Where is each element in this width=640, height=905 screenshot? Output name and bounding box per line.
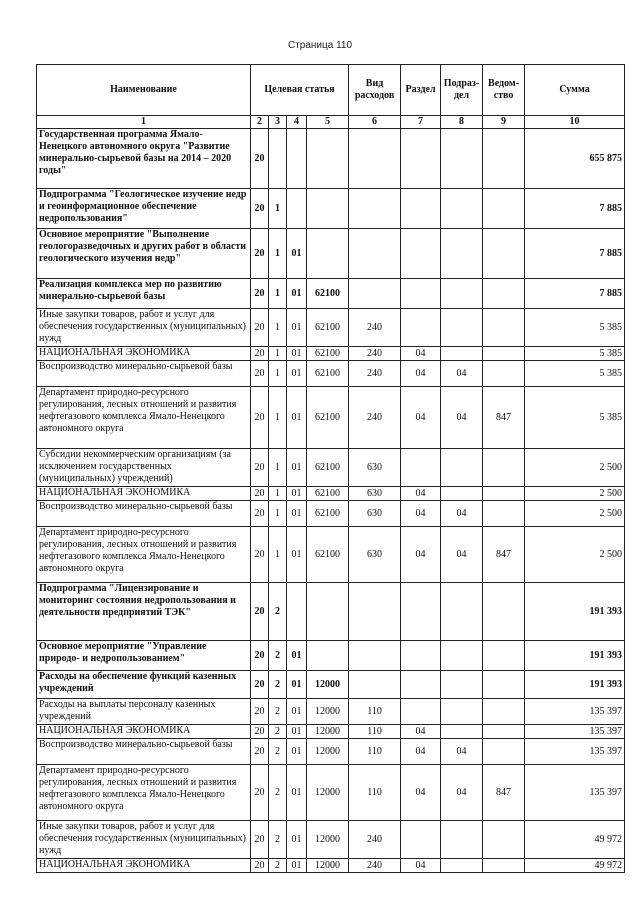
col-num: 10	[525, 116, 625, 129]
cell-c3: 1	[269, 189, 287, 229]
cell-c2: 20	[251, 527, 269, 583]
row-name: Воспроизводство минерально-сырьевой базы	[37, 361, 251, 387]
cell-c7	[401, 309, 441, 347]
cell-c5: 62100	[307, 527, 349, 583]
cell-c5: 12000	[307, 739, 349, 765]
cell-c3: 2	[269, 641, 287, 671]
col-num: 5	[307, 116, 349, 129]
cell-c5	[307, 189, 349, 229]
cell-c7	[401, 229, 441, 279]
row-name: Расходы на обеспечение функций казенных учреждений	[37, 671, 251, 699]
cell-c4: 01	[287, 347, 307, 361]
col-num: 9	[483, 116, 525, 129]
cell-c4: 01	[287, 309, 307, 347]
cell-c2: 20	[251, 725, 269, 739]
col-num: 4	[287, 116, 307, 129]
cell-c5: 62100	[307, 487, 349, 501]
cell-c4: 01	[287, 821, 307, 859]
col-num: 8	[441, 116, 483, 129]
cell-c6: 630	[349, 487, 401, 501]
cell-c2: 20	[251, 129, 269, 189]
cell-c8	[441, 449, 483, 487]
row-sum: 655 875	[525, 129, 625, 189]
row-sum: 2 500	[525, 487, 625, 501]
table-row	[37, 501, 625, 527]
cell-c6	[349, 671, 401, 699]
cell-c6	[349, 583, 401, 641]
cell-c4: 01	[287, 765, 307, 821]
cell-c3: 1	[269, 279, 287, 309]
col-num: 2	[251, 116, 269, 129]
cell-c2: 20	[251, 739, 269, 765]
cell-c6	[349, 129, 401, 189]
cell-c8	[441, 699, 483, 725]
cell-c4: 01	[287, 641, 307, 671]
cell-c9	[483, 449, 525, 487]
cell-c6: 240	[349, 387, 401, 449]
cell-c2: 20	[251, 641, 269, 671]
cell-c3: 2	[269, 821, 287, 859]
cell-c6: 240	[349, 821, 401, 859]
cell-c6	[349, 189, 401, 229]
cell-c9	[483, 189, 525, 229]
row-name: Подпрограмма "Геологическое изучение недр и геоинформационное обеспечение недропользования"	[37, 189, 251, 229]
table-row	[37, 641, 625, 671]
cell-c4: 01	[287, 859, 307, 873]
cell-c7: 04	[401, 859, 441, 873]
row-sum: 2 500	[525, 527, 625, 583]
cell-c9: 847	[483, 527, 525, 583]
cell-c9	[483, 361, 525, 387]
table-row	[37, 699, 625, 725]
cell-c3: 2	[269, 725, 287, 739]
cell-c6: 240	[349, 347, 401, 361]
cell-c3: 2	[269, 765, 287, 821]
cell-c3: 1	[269, 387, 287, 449]
col-num: 3	[269, 116, 287, 129]
cell-c9	[483, 501, 525, 527]
cell-c5	[307, 229, 349, 279]
header-target: Целевая статья	[251, 65, 349, 116]
row-sum: 7 885	[525, 189, 625, 229]
table-row	[37, 347, 625, 361]
row-name: Департамент природно-ресурсного регулирования, лесных отношений и развития нефтегазового комплекса Ямало-Ненецкого автономного округа	[37, 387, 251, 449]
cell-c2: 20	[251, 699, 269, 725]
row-sum: 7 885	[525, 279, 625, 309]
cell-c7: 04	[401, 361, 441, 387]
cell-c2: 20	[251, 279, 269, 309]
cell-c8: 04	[441, 501, 483, 527]
cell-c4	[287, 189, 307, 229]
cell-c8: 04	[441, 739, 483, 765]
cell-c2: 20	[251, 671, 269, 699]
cell-c4: 01	[287, 527, 307, 583]
cell-c2: 20	[251, 189, 269, 229]
table-row	[37, 229, 625, 279]
cell-c2: 20	[251, 361, 269, 387]
cell-c2: 20	[251, 487, 269, 501]
cell-c6: 110	[349, 765, 401, 821]
cell-c5: 12000	[307, 725, 349, 739]
table-row	[37, 821, 625, 859]
cell-c9	[483, 859, 525, 873]
cell-c7: 04	[401, 725, 441, 739]
cell-c3: 1	[269, 229, 287, 279]
cell-c7	[401, 671, 441, 699]
row-sum: 5 385	[525, 361, 625, 387]
cell-c9: 847	[483, 765, 525, 821]
cell-c4: 01	[287, 725, 307, 739]
cell-c5: 12000	[307, 859, 349, 873]
budget-table	[36, 64, 625, 873]
header-section: Раздел	[401, 65, 441, 116]
cell-c7: 04	[401, 501, 441, 527]
cell-c9	[483, 699, 525, 725]
cell-c7: 04	[401, 765, 441, 821]
row-sum: 135 397	[525, 725, 625, 739]
cell-c9	[483, 671, 525, 699]
cell-c4	[287, 583, 307, 641]
cell-c8: 04	[441, 527, 483, 583]
cell-c7: 04	[401, 347, 441, 361]
row-name: Основное мероприятие "Управление природо- и недропользованием"	[37, 641, 251, 671]
cell-c5	[307, 129, 349, 189]
cell-c4: 01	[287, 699, 307, 725]
column-number-row	[37, 116, 625, 129]
header-sum: Сумма	[525, 65, 625, 116]
cell-c7	[401, 279, 441, 309]
cell-c4: 01	[287, 387, 307, 449]
table-row	[37, 309, 625, 347]
cell-c7	[401, 129, 441, 189]
cell-c2: 20	[251, 821, 269, 859]
cell-c6	[349, 229, 401, 279]
cell-c9	[483, 129, 525, 189]
cell-c3: 1	[269, 449, 287, 487]
row-sum: 5 385	[525, 309, 625, 347]
cell-c4: 01	[287, 671, 307, 699]
cell-c4: 01	[287, 487, 307, 501]
cell-c6: 240	[349, 309, 401, 347]
cell-c7	[401, 449, 441, 487]
cell-c6	[349, 279, 401, 309]
table-row	[37, 527, 625, 583]
table-row	[37, 449, 625, 487]
cell-c3: 1	[269, 361, 287, 387]
row-name: Расходы на выплаты персоналу казенных учреждений	[37, 699, 251, 725]
row-name: НАЦИОНАЛЬНАЯ ЭКОНОМИКА	[37, 725, 251, 739]
row-name: Воспроизводство минерально-сырьевой базы	[37, 739, 251, 765]
cell-c7: 04	[401, 739, 441, 765]
header-department: Ведом-ство	[483, 65, 525, 116]
cell-c9	[483, 641, 525, 671]
cell-c7	[401, 821, 441, 859]
cell-c9	[483, 229, 525, 279]
cell-c7	[401, 189, 441, 229]
cell-c5: 62100	[307, 347, 349, 361]
cell-c3: 2	[269, 859, 287, 873]
row-sum: 191 393	[525, 583, 625, 641]
cell-c3: 1	[269, 309, 287, 347]
cell-c2: 20	[251, 229, 269, 279]
cell-c8	[441, 641, 483, 671]
cell-c5: 62100	[307, 387, 349, 449]
row-name: НАЦИОНАЛЬНАЯ ЭКОНОМИКА	[37, 347, 251, 361]
table-row	[37, 387, 625, 449]
table-row	[37, 583, 625, 641]
cell-c8: 04	[441, 361, 483, 387]
cell-c5: 62100	[307, 309, 349, 347]
cell-c6: 110	[349, 699, 401, 725]
cell-c5: 62100	[307, 449, 349, 487]
row-sum: 135 397	[525, 699, 625, 725]
cell-c5: 12000	[307, 821, 349, 859]
row-sum: 7 885	[525, 229, 625, 279]
row-sum: 2 500	[525, 501, 625, 527]
cell-c4: 01	[287, 501, 307, 527]
cell-c7: 04	[401, 527, 441, 583]
header-subsection: Подраз-дел	[441, 65, 483, 116]
row-sum: 135 397	[525, 765, 625, 821]
cell-c3	[269, 129, 287, 189]
cell-c7	[401, 641, 441, 671]
cell-c9: 847	[483, 387, 525, 449]
row-name: Иные закупки товаров, работ и услуг для обеспечения государственных (муниципальных) нужд	[37, 821, 251, 859]
row-name: Государственная программа Ямало-Ненецкого автономного округа "Развитие минерально-сырьевой базы на 2014 – 2020 годы"	[37, 129, 251, 189]
row-sum: 49 972	[525, 821, 625, 859]
cell-c4: 01	[287, 361, 307, 387]
table-row	[37, 279, 625, 309]
cell-c2: 20	[251, 449, 269, 487]
row-name: Подпрограмма "Лицензирование и мониторинг состояния недропользования и деятельности предприятий ТЭК"	[37, 583, 251, 641]
cell-c9	[483, 347, 525, 361]
cell-c5	[307, 641, 349, 671]
row-sum: 49 972	[525, 859, 625, 873]
header-name: Наименование	[37, 65, 251, 116]
cell-c4: 01	[287, 739, 307, 765]
cell-c3: 2	[269, 671, 287, 699]
cell-c8	[441, 279, 483, 309]
row-sum: 191 393	[525, 641, 625, 671]
cell-c9	[483, 821, 525, 859]
cell-c6: 630	[349, 527, 401, 583]
cell-c9	[483, 583, 525, 641]
cell-c8	[441, 189, 483, 229]
cell-c7: 04	[401, 387, 441, 449]
cell-c3: 1	[269, 347, 287, 361]
row-sum: 5 385	[525, 387, 625, 449]
cell-c4	[287, 129, 307, 189]
table-row	[37, 859, 625, 873]
cell-c3: 1	[269, 487, 287, 501]
cell-c8	[441, 229, 483, 279]
row-name: Субсидии некоммерческим организациям (за исключением государственных (муниципальных) учреждений)	[37, 449, 251, 487]
cell-c5: 62100	[307, 361, 349, 387]
cell-c6	[349, 641, 401, 671]
row-name: Департамент природно-ресурсного регулирования, лесных отношений и развития нефтегазового комплекса Ямало-Ненецкого автономного округа	[37, 765, 251, 821]
col-num: 7	[401, 116, 441, 129]
cell-c8	[441, 487, 483, 501]
cell-c5: 62100	[307, 279, 349, 309]
row-name: НАЦИОНАЛЬНАЯ ЭКОНОМИКА	[37, 487, 251, 501]
col-num: 6	[349, 116, 401, 129]
row-name: Основное мероприятие "Выполнение геологоразведочных и других работ в области геологического изучения недр"	[37, 229, 251, 279]
table-row	[37, 361, 625, 387]
cell-c9	[483, 279, 525, 309]
cell-c2: 20	[251, 387, 269, 449]
cell-c8	[441, 347, 483, 361]
cell-c5: 12000	[307, 671, 349, 699]
cell-c2: 20	[251, 309, 269, 347]
header-row	[37, 65, 625, 116]
cell-c9	[483, 725, 525, 739]
cell-c5	[307, 583, 349, 641]
row-name: Воспроизводство минерально-сырьевой базы	[37, 501, 251, 527]
cell-c7	[401, 583, 441, 641]
cell-c2: 20	[251, 347, 269, 361]
cell-c6: 240	[349, 859, 401, 873]
table-row	[37, 189, 625, 229]
cell-c3: 2	[269, 583, 287, 641]
table-row	[37, 765, 625, 821]
col-num: 1	[37, 116, 251, 129]
cell-c6: 630	[349, 501, 401, 527]
cell-c5: 12000	[307, 699, 349, 725]
cell-c8	[441, 671, 483, 699]
header-expense-type: Вид расходов	[349, 65, 401, 116]
cell-c8: 04	[441, 765, 483, 821]
cell-c4: 01	[287, 279, 307, 309]
cell-c8: 04	[441, 387, 483, 449]
cell-c5: 12000	[307, 765, 349, 821]
row-sum: 2 500	[525, 449, 625, 487]
cell-c7	[401, 699, 441, 725]
row-name: Департамент природно-ресурсного регулирования, лесных отношений и развития нефтегазового комплекса Ямало-Ненецкого автономного округа	[37, 527, 251, 583]
cell-c2: 20	[251, 859, 269, 873]
cell-c6: 630	[349, 449, 401, 487]
cell-c3: 2	[269, 699, 287, 725]
cell-c6: 110	[349, 725, 401, 739]
cell-c6: 110	[349, 739, 401, 765]
cell-c9	[483, 309, 525, 347]
row-sum: 191 393	[525, 671, 625, 699]
row-name: Реализация комплекса мер по развитию минерально-сырьевой базы	[37, 279, 251, 309]
cell-c4: 01	[287, 229, 307, 279]
row-name: Иные закупки товаров, работ и услуг для обеспечения государственных (муниципальных) нужд	[37, 309, 251, 347]
table-row	[37, 725, 625, 739]
cell-c8	[441, 129, 483, 189]
cell-c3: 1	[269, 501, 287, 527]
cell-c8	[441, 821, 483, 859]
cell-c8	[441, 725, 483, 739]
cell-c6: 240	[349, 361, 401, 387]
cell-c9	[483, 739, 525, 765]
cell-c8	[441, 309, 483, 347]
cell-c8	[441, 859, 483, 873]
table-row	[37, 671, 625, 699]
cell-c2: 20	[251, 765, 269, 821]
row-sum: 5 385	[525, 347, 625, 361]
page-number: Страница 110	[287, 40, 353, 51]
row-name: НАЦИОНАЛЬНАЯ ЭКОНОМИКА	[37, 859, 251, 873]
cell-c3: 2	[269, 739, 287, 765]
cell-c4: 01	[287, 449, 307, 487]
cell-c2: 20	[251, 583, 269, 641]
row-sum: 135 397	[525, 739, 625, 765]
cell-c2: 20	[251, 501, 269, 527]
table-row	[37, 739, 625, 765]
table-row	[37, 129, 625, 189]
cell-c7: 04	[401, 487, 441, 501]
cell-c9	[483, 487, 525, 501]
cell-c3: 1	[269, 527, 287, 583]
cell-c8	[441, 583, 483, 641]
table-row	[37, 487, 625, 501]
cell-c5: 62100	[307, 501, 349, 527]
